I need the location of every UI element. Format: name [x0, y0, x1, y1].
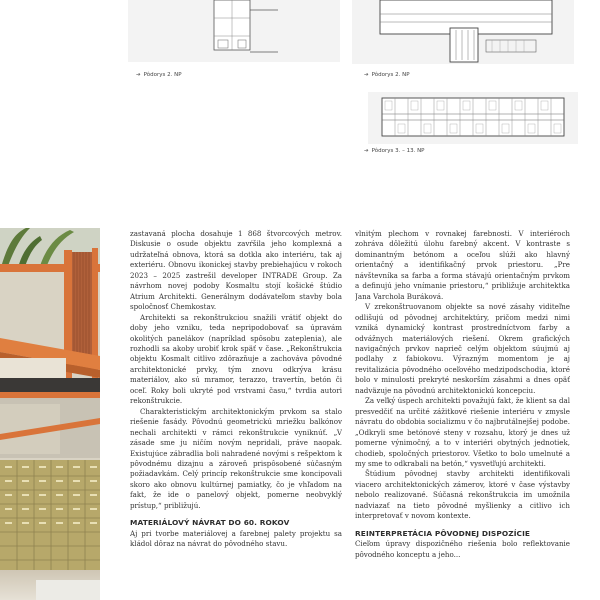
paragraph: Aj pri tvorbe materiálovej a farebnej palety projektu sa kládol dôraz na návrat do pôvodného stavu. — [130, 528, 342, 549]
section-heading: REINTERPRETÁCIA PÔVODNEJ DISPOZÍCIE — [355, 528, 531, 538]
article-column-right — [355, 229, 570, 600]
section-heading: MATERIÁLOVÝ NÁVRAT DO 60. ROKOV — [130, 518, 290, 528]
article-column-left — [130, 229, 342, 600]
floor-plan-2np-left — [128, 0, 340, 62]
arrow-icon: ➔ — [364, 72, 369, 78]
arrow-icon: ➔ — [136, 72, 141, 78]
paragraph: Charakteristickým architektonickým prvkom sa stalo riešenie fasády. Pôvodnú geometrickú mriežku balkónov nechali architekti v rámci rekonštrukcie vyniknúť. „V zásade sme ju ničím novým nepridali, práve naopak. Existujúce zábradlia boli nahradené novými s rešpektom k pôvodnému dizajnu a zároveň prispôsobené súčasným požiadavkám. Celý princíp rekonštrukcie sme koncipovali skoro ako obnovu kultúrnej pamiatky, čo je vhľadom na fakt, že ide o panelový objekt, pomerne neobvyklý prístup,“ približujú. — [130, 406, 342, 510]
caption-floor-2: ➔ Pôdorys 2. NP — [136, 72, 182, 78]
floor-plan-3-13np — [368, 92, 578, 144]
paragraph: Architekti sa rekonštrukciou snažili vrátiť objekt do doby jeho vzniku, teda nepripodobovať sa úpravám okolitých panelákov (napríklad spôsobu zateplenia), ale rozhodli sa akoby urobiť krok späť v čase. „Rekonštrukcia objektu Kosmalt citlivo zdôrazňuje a zachováva pôvodné architektonické prvky, tým znovu odkrýva krásu materiálov, ako sú mramor, terazzo, travertín, betón či oceľ. Roky boli ukryté pod vrstvami času,“ tvrdia autori rekonštrukcie. — [130, 312, 342, 406]
paragraph: Za veľký úspech architekti považujú fakt, že klient sa dal presvedčiť na určité zážitkové riešenie interiéru v zmysle návratu do obdobia socializmu v čo najbrutálnejšej podobe. „Odkryli sme betónové steny v rozsahu, ktorý je dnes už pomerne výnimočný, a to v interiéri obytných jednotiek, chodieb, spoločných priestorov. Všetko to bolo umelnuté a my sme to odkrabali na betón,“ vysvetľujú architekti. — [355, 396, 570, 468]
interior-photo — [0, 228, 100, 600]
paragraph: zastavaná plocha dosahuje 1 868 štvorcových metrov. Diskusie o osude objektu zavŕšila jeho komplexná a udržateľná obnova, ktorá sa dotkla ako interiéru, tak aj exteriéru. Obnovu ikonickej stavby prebiehajúcu v rokoch 2023 – 2025 zastrešil developer INTRADE Group. Za návrhom novej podoby Kosmaltu stojí košické štúdio Atrium Architekti. Generálnym dodávateľom stavby bola spoločnosť Chemkostav. — [130, 229, 342, 312]
caption-floor-2b: ➔ Pôdorys 2. NP — [364, 72, 410, 78]
floor-plan-2np-right — [352, 0, 574, 64]
paragraph: vlnitým plechom v rovnakej farebnosti. V interiéroch zohráva dôležitú úlohu farebný akcent. V kontraste s dominantným betónom a oceľou slúži ako hlavný orientačný a identifikačný prvok priestoru. „Pre návštevníka sa farba a forma stávajú orientačným prvkom a definujú jeho vnímanie priestoru,“ približuje architektka Jana Varchola Buráková. — [355, 229, 570, 301]
paragraph: V zrekonštruovanom objekte sa nové zásahy viditeľne odlišujú od pôvodnej architektúry, pričom medzi nimi vzniká dynamický kontrast prostredníctvom farby a odvážnych materiálových riešení. Okrem grafických navigačných prvkov naprieč celým objektom súujmú aj podlahy z fabiokovu. Výrazným momentom je aj revitalizácia pôvodného oceľového medzipodschodia, ktoré bolo v minulosti prekryté neskorším zásahmi a dnes opäť nadväzuje na pôvodnú architektonickú koncepciu. — [355, 302, 570, 395]
paragraph: Štúdium pôvodnej stavby architekti identifikovali viacero architektonických zámerov, ktoré v čase výstavby nebolo realizované. Súčasná rekonštrukcia im umožnila nadviazať na tieto pôvodné myšlienky a citlivo ich interpretovať v novom kontexte. — [355, 469, 570, 521]
paragraph: Cieľom úpravy dispozičného riešenia bolo reflektovanie pôvodného konceptu a jeho... — [355, 539, 570, 559]
caption-floor-3-13: ➔ Pôdorys 3. – 13. NP — [364, 148, 425, 154]
arrow-icon: ➔ — [364, 148, 369, 154]
